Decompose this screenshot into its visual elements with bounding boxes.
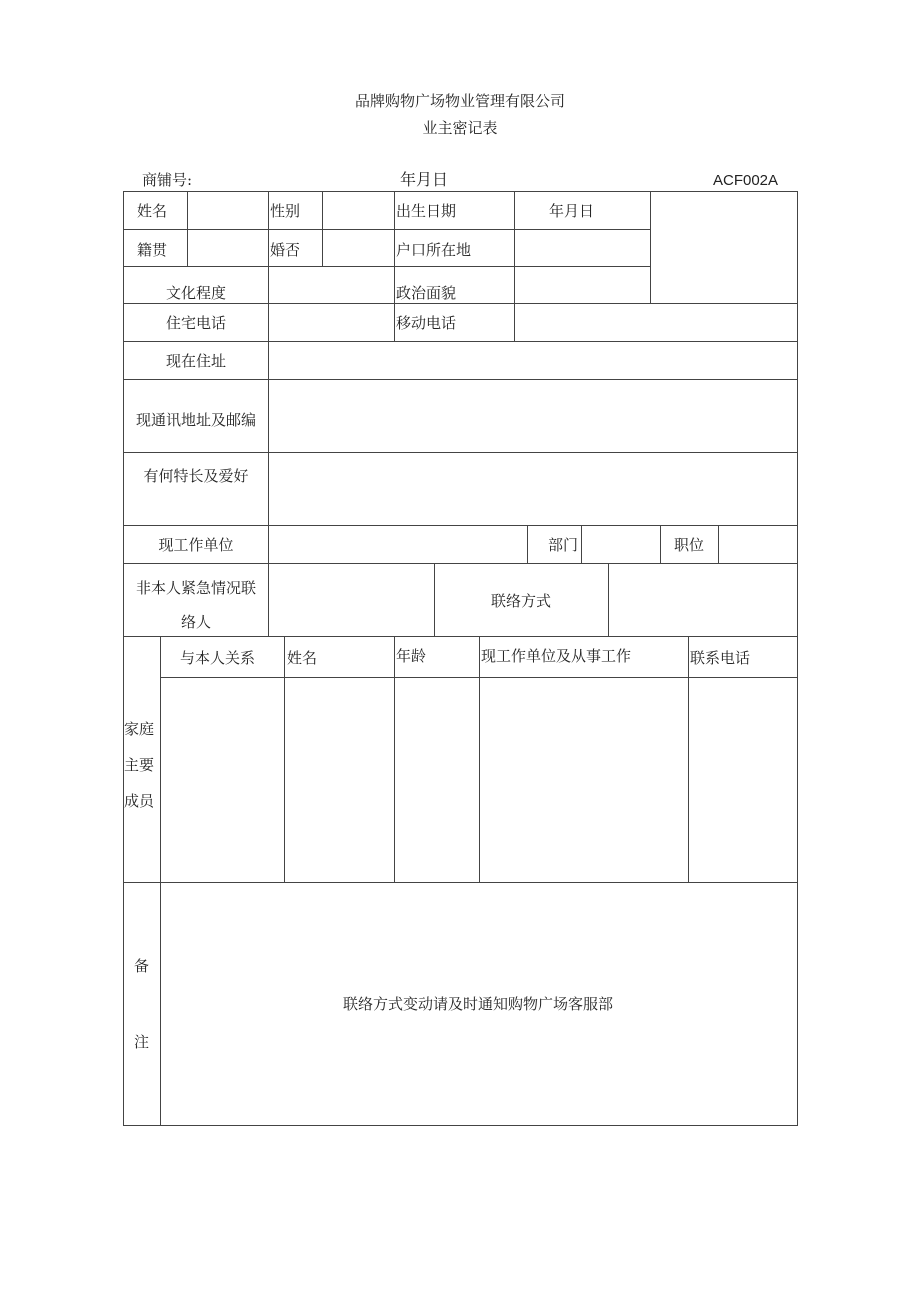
- family-col-name: 姓名: [287, 649, 318, 667]
- contact-method-label: 联络方式: [490, 592, 552, 610]
- native-place-label: 籍贯: [137, 241, 168, 259]
- emergency-contact-label-line1: 非本人紧急情况联: [135, 579, 257, 597]
- name-label: 姓名: [137, 202, 168, 220]
- emergency-contact-label-line2: 络人: [180, 613, 212, 631]
- birth-date-label: 出生日期: [396, 202, 457, 220]
- remarks-label-line1: 备: [134, 957, 150, 975]
- remarks-label-line2: 注: [134, 1033, 150, 1051]
- home-phone-label: 住宅电话: [165, 314, 227, 332]
- marital-status-label: 婚否: [270, 241, 301, 259]
- position-label: 职位: [674, 536, 705, 554]
- current-address-label: 现在住址: [165, 352, 227, 370]
- hobbies-label: 有何特长及爱好: [143, 467, 249, 485]
- shop-number-label: 商铺号:: [142, 171, 193, 189]
- family-label-line2: 主要: [124, 756, 155, 774]
- family-label-line1: 家庭: [124, 720, 155, 738]
- education-label: 文化程度: [165, 284, 227, 302]
- company-name: 品牌购物广场物业管理有限公司: [354, 92, 566, 110]
- form-title: 业主密记表: [422, 119, 498, 137]
- remarks-text: 联络方式变动请及时通知购物广场客服部: [342, 995, 614, 1013]
- family-col-relation: 与本人关系: [180, 649, 256, 667]
- department-label: 部门: [548, 536, 579, 554]
- family-col-workplace: 现工作单位及从事工作: [481, 647, 632, 665]
- mailing-address-label: 现通讯地址及邮编: [135, 411, 257, 429]
- form-date: 年月日: [400, 170, 449, 189]
- mobile-phone-label: 移动电话: [396, 314, 457, 332]
- family-col-age: 年龄: [396, 647, 427, 665]
- workplace-label: 现工作单位: [158, 536, 234, 554]
- form-code: ACF002A: [713, 172, 779, 189]
- family-col-phone: 联系电话: [690, 649, 751, 667]
- hukou-label: 户口所在地: [396, 241, 472, 259]
- gender-label: 性别: [270, 202, 301, 220]
- family-label-line3: 成员: [124, 792, 155, 810]
- birth-date-value: 年月日: [549, 202, 595, 220]
- political-status-label: 政治面貌: [396, 284, 457, 302]
